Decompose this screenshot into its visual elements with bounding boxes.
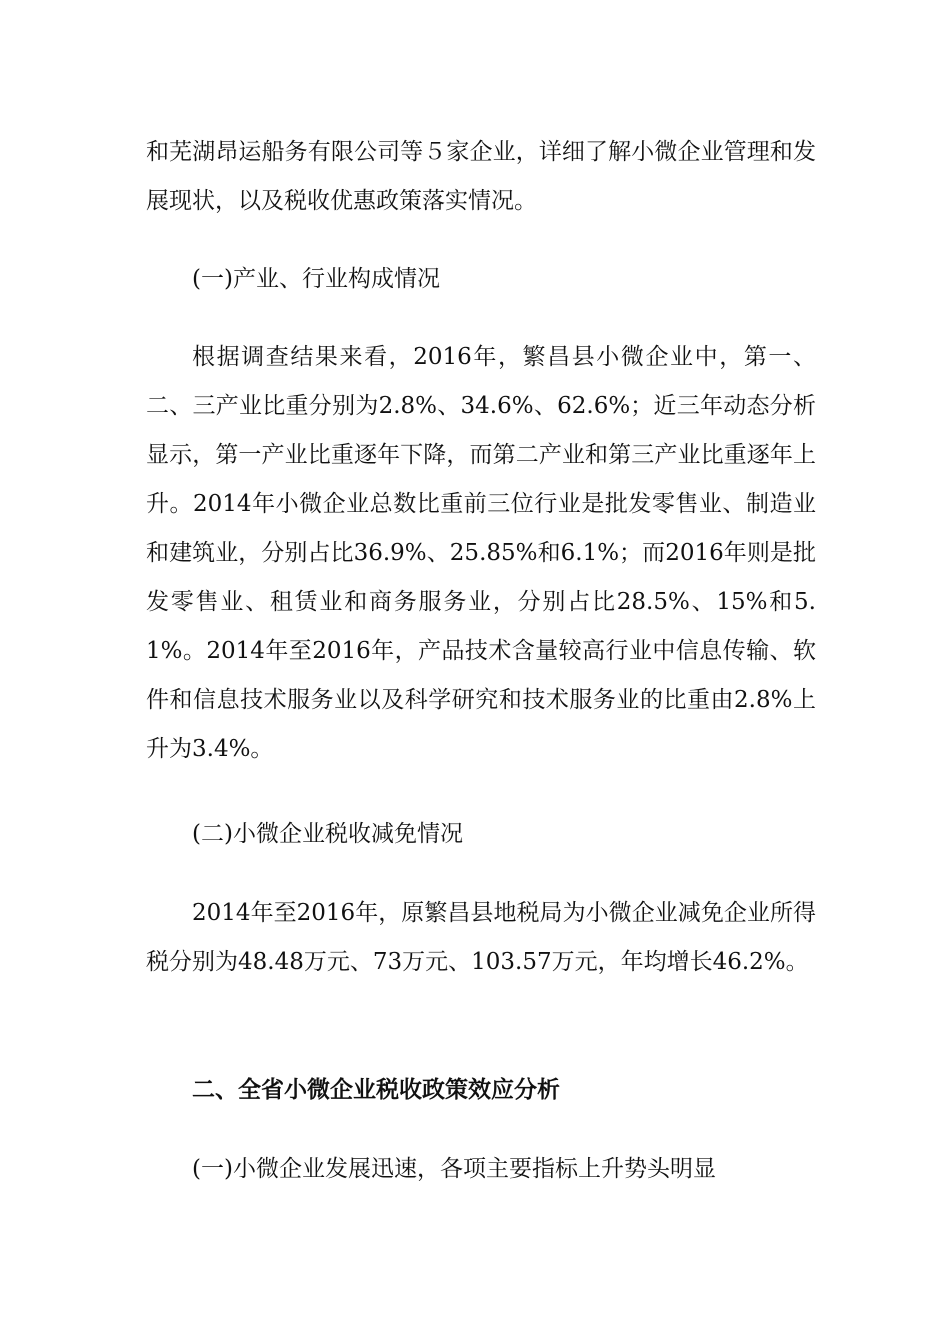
paragraph-intro-continued: 和芜湖昂运船务有限公司等５家企业，详细了解小微企业管理和发展现状，以及税收优惠政策落实情况。 xyxy=(146,139,816,214)
section-heading-tax-reduction: (二)小微企业税收减免情况 xyxy=(192,821,463,847)
paragraph-industry-composition: 根据调查结果来看，2016年，繁昌县小微企业中，第一、二、三产业比重分别为2.8%、34.6%、62.6%；近三年动态分析显示，第一产业比重逐年下降，而第二产业和第三产业比重逐年上升。2014年小微企业总数比重前三位行业是批发零售业、制造业和建筑业，分别占比36.9%、25.85%和6.1%；而2016年则是批发零售业、租赁业和商务服务业，分别占比28.5%、15%和5.1%。2014年至2016年，产品技术含量较高行业中信息传输、软件和信息技术服务业以及科学研究和技术服务业的比重由2.8%上升为3.4%。 xyxy=(146,344,816,762)
chapter-heading-province-analysis: 二、全省小微企业税收政策效应分析 xyxy=(192,1077,560,1103)
section-heading-rapid-development: (一)小微企业发展迅速，各项主要指标上升势头明显 xyxy=(192,1156,716,1182)
paragraph-tax-reduction: 2014年至2016年，原繁昌县地税局为小微企业减免企业所得税分别为48.48万元、73万元、103.57万元，年均增长46.2%。 xyxy=(146,900,816,975)
section-heading-industry-composition: (一)产业、行业构成情况 xyxy=(192,266,440,292)
